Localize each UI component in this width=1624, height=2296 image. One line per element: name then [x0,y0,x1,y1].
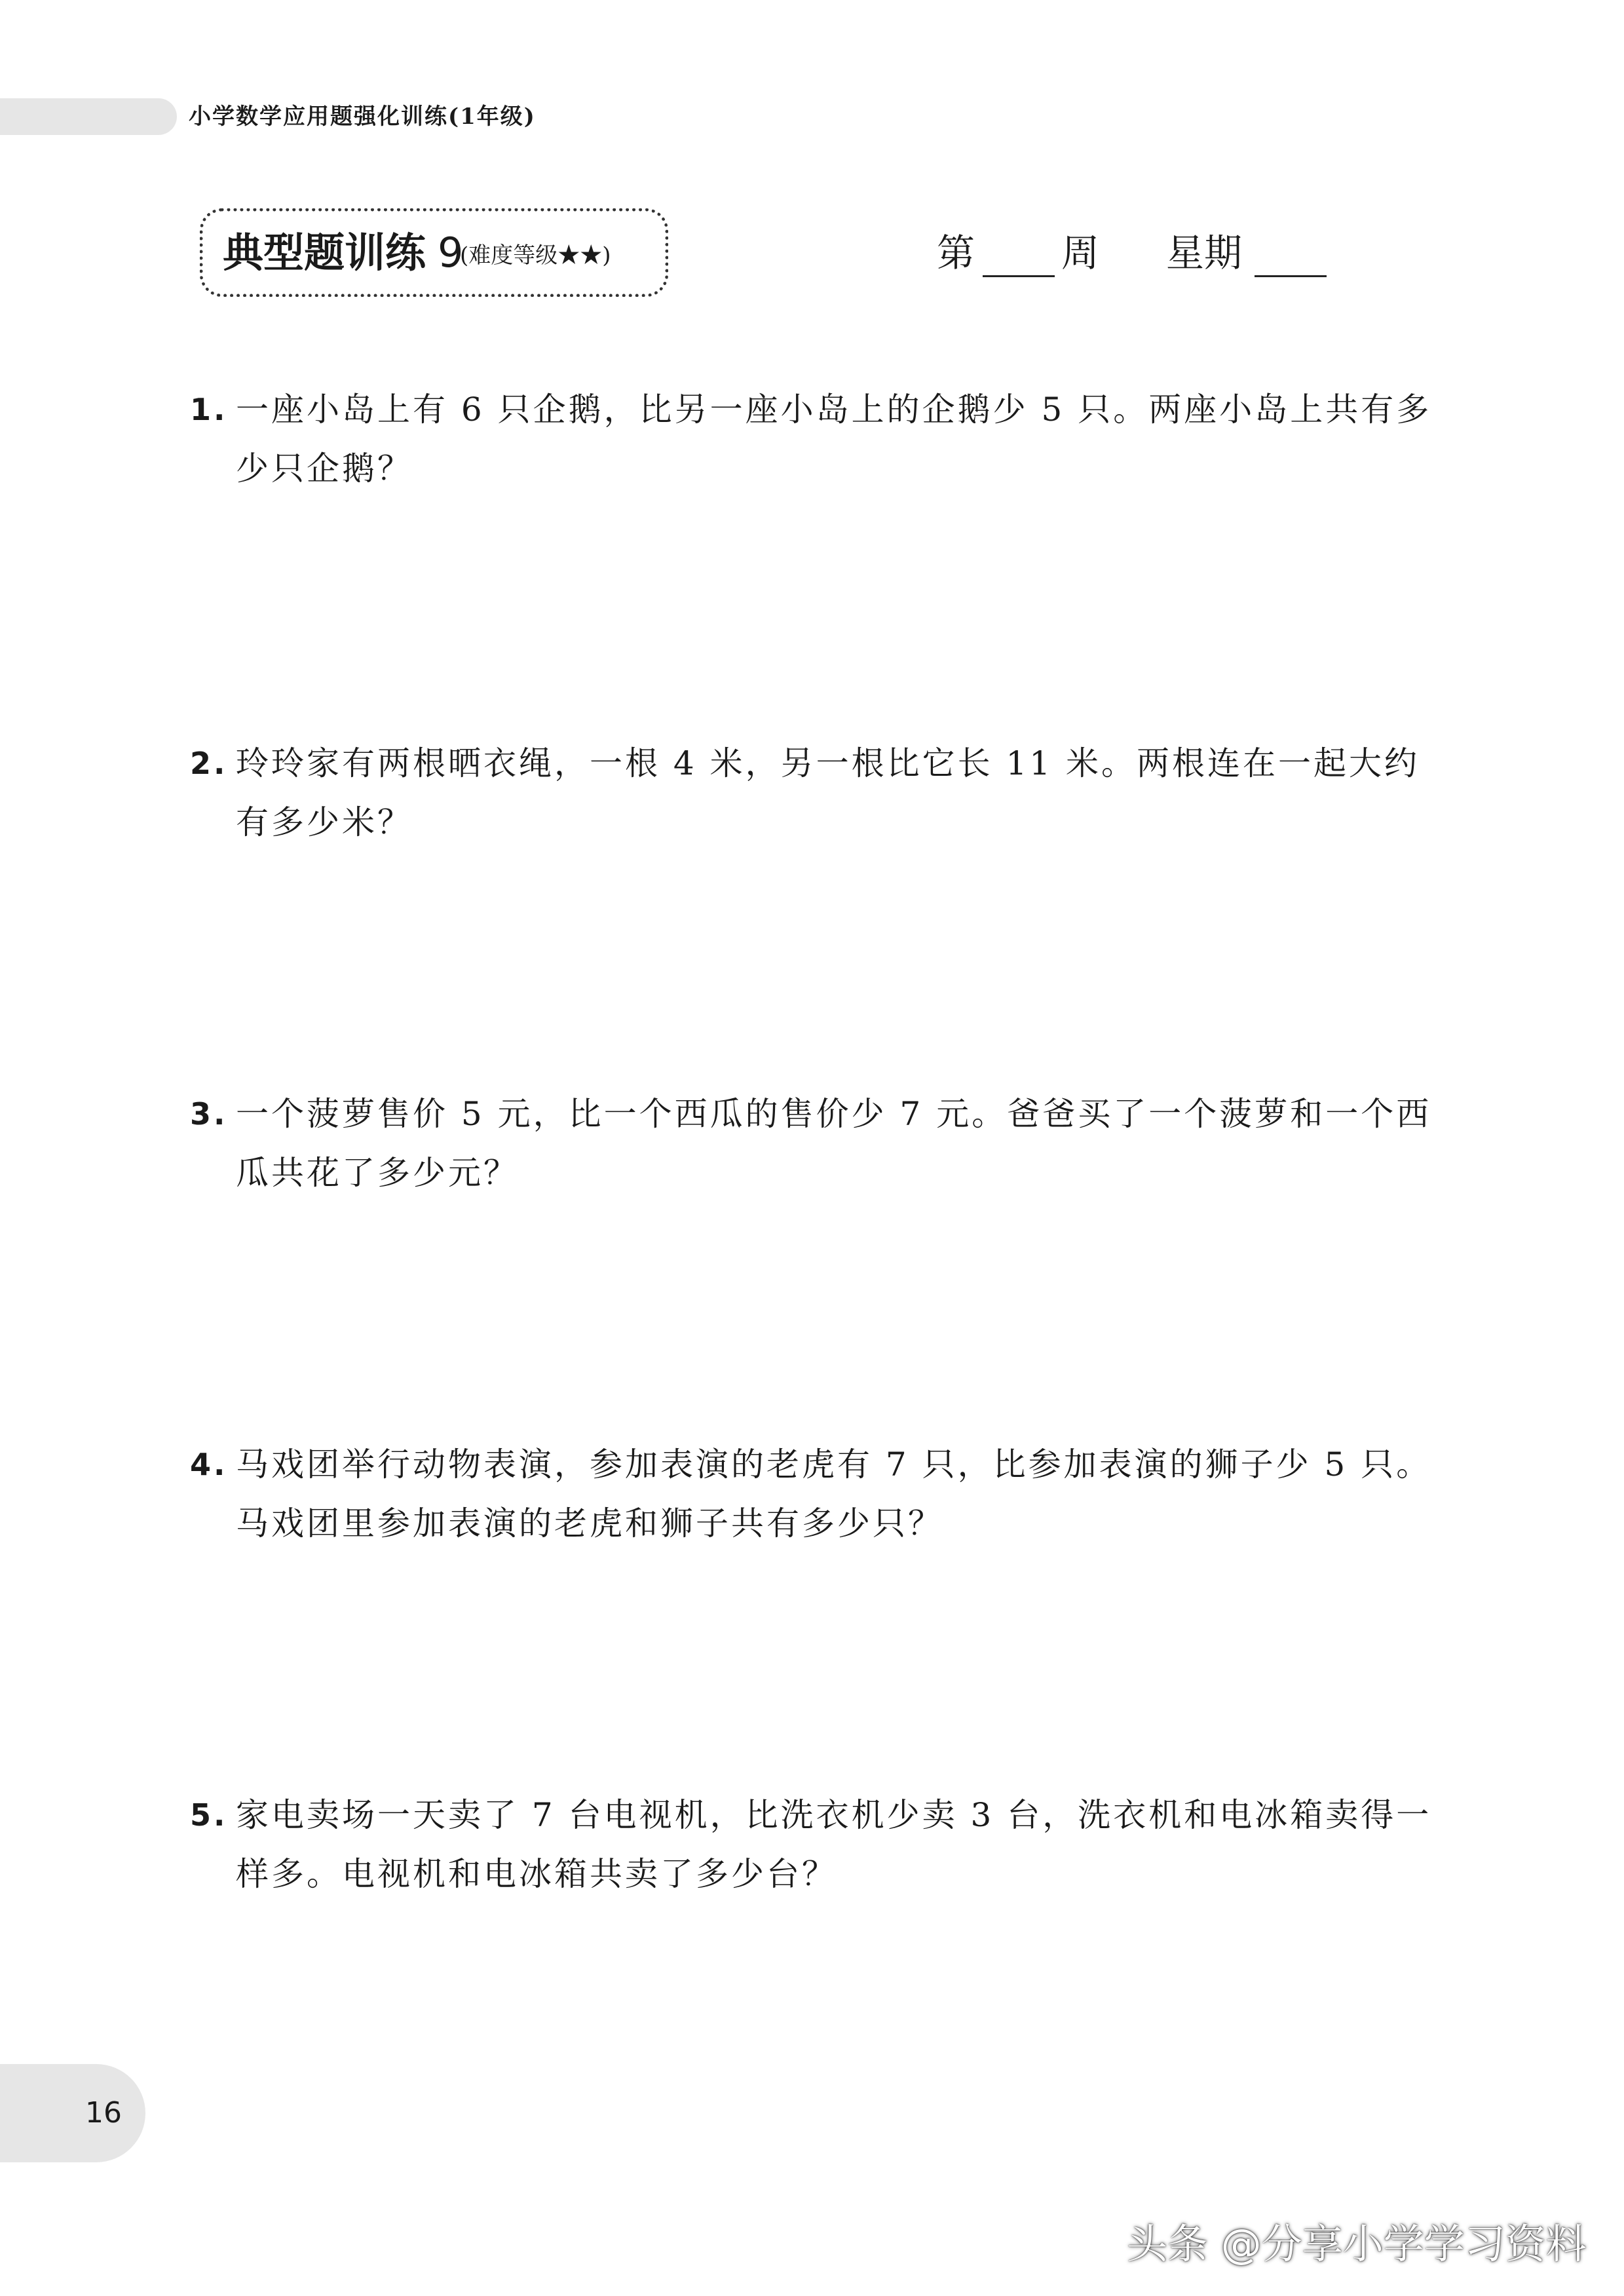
question-item [190,734,1454,852]
page-number: 16 [85,2096,122,2130]
weekday-blank-line[interactable] [1255,275,1327,277]
section-number: 9 [438,229,464,277]
question-item [190,1435,1454,1553]
question-number: 3. [190,1096,228,1132]
question-number: 1. [190,392,228,427]
question-number: 5. [190,1797,228,1833]
watermark: 头条 @分享小学学习资料 [1127,2220,1587,2268]
question-number: 4. [190,1447,228,1482]
question-text: 一座小岛上有 6 只企鹅，比另一座小岛上的企鹅少 5 只。两座小岛上共有多少只企鹅？ [236,391,1432,488]
question-item [190,1084,1454,1202]
week-suffix-label: 周 [1061,231,1100,275]
section-title: 典型题训练 [223,229,426,277]
question-text: 家电卖场一天卖了 7 台电视机，比洗衣机少卖 3 台，洗衣机和电冰箱卖得一样多。电视机和电冰箱共卖了多少台？ [236,1796,1432,1893]
week-blank-line[interactable] [983,275,1055,277]
weekday-label: 星期 [1166,231,1243,275]
question-text: 一个菠萝售价 5 元，比一个西瓜的售价少 7 元。爸爸买了一个菠萝和一个西瓜共花了多少元？ [236,1095,1432,1192]
question-item [190,380,1454,498]
book-title: 小学数学应用题强化训练(1年级) [189,104,536,130]
week-prefix-label: 第 [937,231,975,275]
header-decoration-bar [0,98,177,135]
question-item [190,1786,1454,1904]
page-number-tab [0,2064,145,2162]
question-text: 玲玲家有两根晒衣绳，一根 4 米，另一根比它长 11 米。两根连在一起大约有多少米？ [236,744,1420,841]
question-text: 马戏团举行动物表演，参加表演的老虎有 7 只，比参加表演的狮子少 5 只。马戏团里参加表演的老虎和狮子共有多少只？ [236,1445,1432,1542]
question-number: 2. [190,746,228,781]
difficulty-label: (难度等级★★) [460,242,611,269]
